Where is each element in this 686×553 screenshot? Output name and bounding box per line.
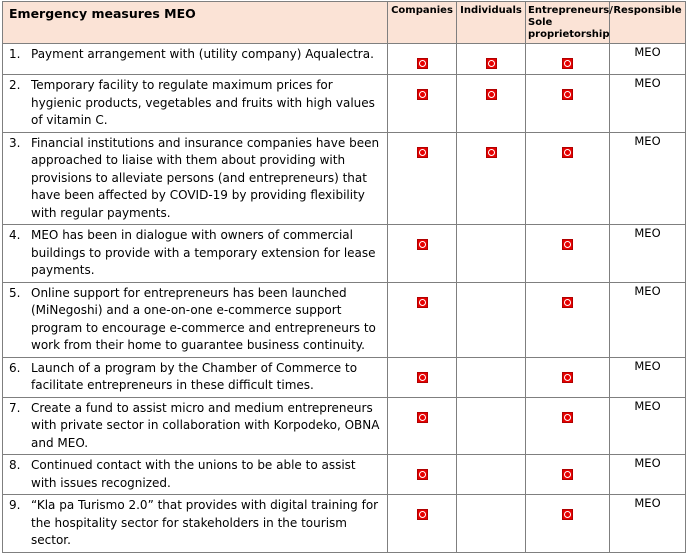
individuals-cell [457,495,526,553]
measure-number: 8. [9,458,21,472]
checkbox-marker-icon [562,239,573,250]
entrepreneurs-cell [526,132,610,225]
measure-cell [3,44,388,75]
entrepreneurs-cell [526,225,610,283]
responsible-cell: MEO [610,455,686,495]
table-row [3,397,686,455]
measure-number: 6. [9,360,21,375]
checkbox-marker-icon [486,89,497,100]
measure-number: 9. [9,498,21,512]
header-individuals: Individuals [457,2,526,44]
header-responsible: Responsible [610,2,686,44]
checkbox-marker-icon [562,469,573,480]
individuals-cell [457,75,526,133]
individuals-cell [457,44,526,75]
responsible-cell: MEO [610,225,686,283]
companies-cell [388,495,457,553]
table-row [3,282,686,357]
measure-text: Temporary facility to regulate maximum prices for hygienic products, vegetables and fruits with high values of vitamin C. [31,78,375,127]
measure-number: 2. [9,78,21,92]
measure-cell [3,455,388,495]
checkbox-marker-icon [417,372,428,383]
header-companies: Companies [388,2,457,44]
checkbox-marker-icon [417,239,428,250]
entrepreneurs-cell [526,44,610,75]
individuals-cell [457,397,526,455]
table-row [3,75,686,133]
checkbox-marker-icon [417,509,428,520]
measure-text: Continued contact with the unions to be able to assist with issues recognized. [31,458,356,490]
responsible-cell: MEO [610,397,686,455]
measure-cell [3,397,388,455]
companies-cell [388,282,457,357]
checkbox-marker-icon [562,412,573,423]
header-entrepreneurs: Entrepreneurs/ Sole proprietorship [526,2,610,44]
measure-cell [3,132,388,225]
table-row [3,132,686,225]
checkbox-marker-icon [417,89,428,100]
checkbox-marker-icon [562,58,573,69]
header-row [3,2,686,44]
measure-text: Online support for entrepreneurs has been launched (MiNegoshi) and a one-on-one e-commerce support program to encourage e-commerce and entrepreneurs to work from their home to guarantee business continuity. [31,285,376,352]
table-row [3,225,686,283]
checkbox-marker-icon [562,147,573,158]
responsible-cell: MEO [610,495,686,553]
measure-number: 7. [9,400,21,415]
responsible-cell: MEO [610,44,686,75]
table-row [3,357,686,397]
entrepreneurs-cell [526,75,610,133]
entrepreneurs-cell [526,455,610,495]
companies-cell [388,132,457,225]
checkbox-marker-icon [562,372,573,383]
measure-text: Financial institutions and insurance companies have been approached to liaise with them about providing with provisions to alleviate persons (and entrepreneurs) that have been affected by COVID-19 by providing flexibility with regular payments. [31,135,380,220]
measure-number: 4. [9,228,21,242]
responsible-cell: MEO [610,282,686,357]
measure-cell [3,225,388,283]
entrepreneurs-cell [526,495,610,553]
measure-number: 1. [9,47,21,61]
responsible-cell: MEO [610,357,686,397]
table-row [3,495,686,553]
entrepreneurs-cell [526,282,610,357]
companies-cell [388,357,457,397]
emergency-measures-table [2,1,686,553]
checkbox-marker-icon [486,58,497,69]
measure-text: “Kla pa Turismo 2.0” that provides with digital training for the hospitality sector for stakeholders in the tourism sector. [31,498,379,547]
companies-cell [388,455,457,495]
measure-cell [3,357,388,397]
checkbox-marker-icon [562,89,573,100]
companies-cell [388,397,457,455]
companies-cell [388,44,457,75]
individuals-cell [457,225,526,283]
measure-text: Launch of a program by the Chamber of Commerce to facilitate entrepreneurs in these difficult times. [31,360,358,392]
measure-text: Payment arrangement with (utility company) Aqualectra. [31,47,374,61]
measure-number: 5. [9,285,21,300]
individuals-cell [457,132,526,225]
measure-cell [3,282,388,357]
individuals-cell [457,357,526,397]
companies-cell [388,75,457,133]
measure-number: 3. [9,135,21,150]
table-row [3,455,686,495]
entrepreneurs-cell [526,397,610,455]
measure-text: Create a fund to assist micro and medium entrepreneurs with private sector in collaboration with Korpodeko, OBNA and MEO. [31,400,380,450]
responsible-cell: MEO [610,75,686,133]
checkbox-marker-icon [417,58,428,69]
checkbox-marker-icon [562,509,573,520]
entrepreneurs-cell [526,357,610,397]
checkbox-marker-icon [486,147,497,158]
header-measures: Emergency measures MEO [3,2,388,44]
table-row [3,44,686,75]
measure-cell [3,75,388,133]
measure-text: MEO has been in dialogue with owners of commercial buildings to provide with a temporary extension for lease payments. [31,228,376,277]
checkbox-marker-icon [417,147,428,158]
checkbox-marker-icon [417,297,428,308]
checkbox-marker-icon [562,297,573,308]
checkbox-marker-icon [417,469,428,480]
companies-cell [388,225,457,283]
individuals-cell [457,282,526,357]
measure-cell [3,495,388,553]
responsible-cell: MEO [610,132,686,225]
individuals-cell [457,455,526,495]
checkbox-marker-icon [417,412,428,423]
